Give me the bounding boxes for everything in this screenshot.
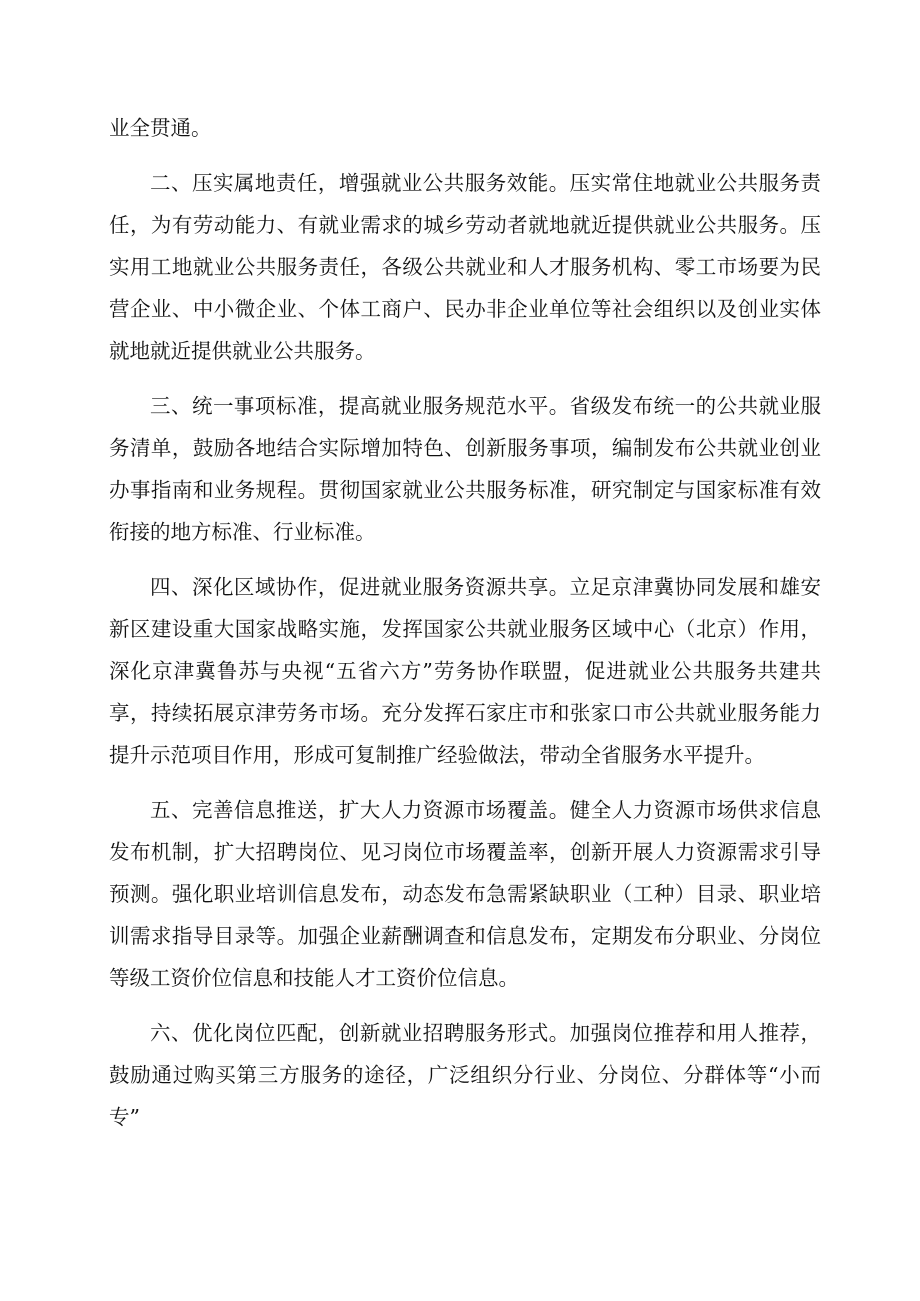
paragraph-section-2: 二、压实属地责任，增强就业公共服务效能。压实常住地就业公共服务责任，为有劳动能力、有就业需求的城乡劳动者就地就近提供就业公共服务。压实用工地就业公共服务责任，各级公共就业和人才服务机构、零工市场要为民营企业、中小微企业、个体工商户、民办非企业单位等社会组织以及创业实体就地就近提供就业公共服务。 (109, 171, 821, 363)
document-body (109, 107, 821, 1138)
paragraph-section-5: 五、完善信息推送，扩大人力资源市场覆盖。健全人力资源市场供求信息发布机制，扩大招聘岗位、见习岗位市场覆盖率，创新开展人力资源需求引导预测。强化职业培训信息发布，动态发布急需紧缺职业（工种）目录、职业培训需求指导目录等。加强企业薪酬调查和信息发布，定期发布分职业、分岗位等级工资价位信息和技能人才工资价位信息。 (109, 798, 821, 990)
paragraph-section-3: 三、统一事项标准，提高就业服务规范水平。省级发布统一的公共就业服务清单，鼓励各地结合实际增加特色、创新服务事项，编制发布公共就业创业办事指南和业务规程。贯彻国家就业公共服务标准，研究制定与国家标准有效衔接的地方标准、行业标准。 (109, 394, 821, 544)
paragraph-section-4: 四、深化区域协作，促进就业服务资源共享。立足京津冀协同发展和雄安新区建设重大国家战略实施，发挥国家公共就业服务区域中心（北京）作用，深化京津冀鲁苏与央视“五省六方”劳务协作联盟，促进就业公共服务共建共享，持续拓展京津劳务市场。充分发挥石家庄市和张家口市公共就业服务能力提升示范项目作用，形成可复制推广经验做法，带动全省服务水平提升。 (109, 575, 821, 767)
paragraph-section-6: 六、优化岗位匹配，创新就业招聘服务形式。加强岗位推荐和用人推荐，鼓励通过购买第三方服务的途径，广泛组织分行业、分岗位、分群体等“小而专” (109, 1021, 821, 1129)
paragraph-continuation: 业全贯通。 (109, 116, 212, 140)
